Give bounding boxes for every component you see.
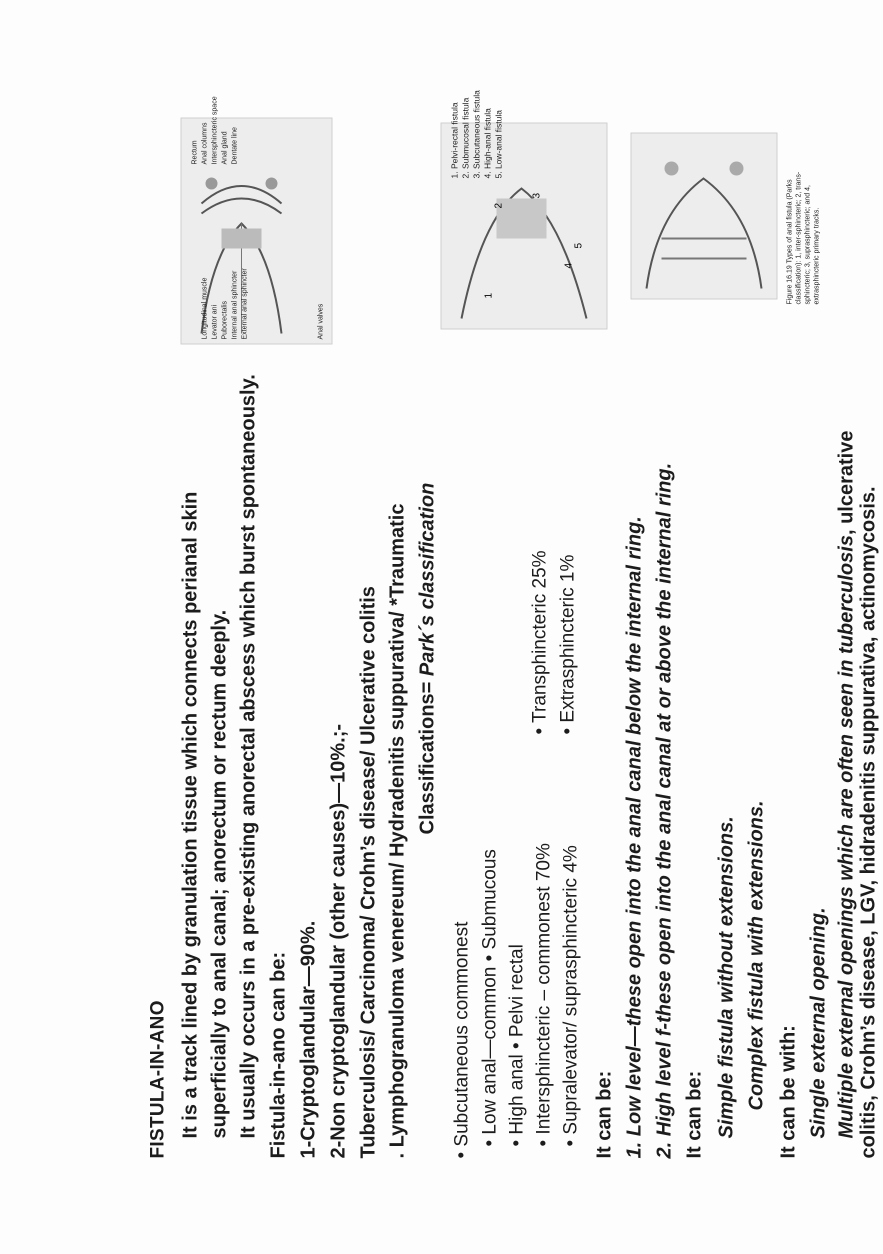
anatomy-label-external-sphincter: External anal sphincter [241, 267, 248, 339]
page-title: FISTULA-IN-ANO [147, 999, 168, 1158]
cause-cryptoglandular: 1-Cryptoglandular—90%. [297, 920, 319, 1158]
causes-list-1: Tuberculosis/ Carcinoma/ Crohn’s disease/ Ulcerative colitis [357, 585, 379, 1158]
levels-heading: It can be: [593, 1070, 615, 1158]
park-list-item-3: 3. Subcutaneous fistula [471, 89, 481, 178]
class-item-transphincteric: • Transphincteric 25% [529, 549, 550, 734]
anatomy-label-puborectalis: Puborectalis [221, 300, 228, 339]
park-list [449, 89, 519, 178]
complexity-heading: It can be: [683, 1070, 705, 1158]
svg-text:5: 5 [573, 242, 584, 248]
classification-name: Park´s classification [416, 482, 438, 676]
openings-single: Single external opening. [807, 906, 829, 1138]
openings-multiple-line-2: colitis, Crohn’s disease, LGV, hidradenitis suppurativa, actinomycosis. [857, 485, 879, 1158]
classification-label: Classifications= [416, 675, 438, 834]
class-item-subcutaneous: • Subcutaneous commonest [451, 921, 472, 1158]
level-high: 2. High level f-these open into the anal canal at or above the internal ring. [653, 462, 675, 1158]
level-low: 1. Low level—these open into the anal canal below the internal ring. [623, 515, 645, 1158]
definition-line-1: It is a track lined by granulation tissue which connects perianal skin [179, 491, 201, 1138]
sphincter-drawing [631, 133, 776, 298]
anatomy-label-intersphincteric: Intersphincteric space [211, 95, 218, 164]
svg-text:1: 1 [483, 292, 494, 298]
sphincter-figure [630, 132, 777, 299]
park-list-item-4: 4. High-anal fistula [482, 107, 492, 178]
figure-caption: Figure 16.19 Types of anal fistula (Parks classification): 1, inter-sphincteric; 2, trans-sphincteric; 3, suprasphincteric; and 4, extrasphincteric primary tracks. [786, 171, 820, 304]
anatomy-label-internal-sphincter: Internal anal sphincter [231, 270, 238, 339]
park-list-item-2: 2. Submucosal fistula [460, 97, 470, 178]
park-fistula-figure [440, 89, 607, 329]
definition-line-3: It usually occurs in a pre-existing anorectal abscess which burst spontaneously. [237, 373, 259, 1138]
svg-text:3: 3 [531, 192, 542, 198]
park-list-item-1: 1. Pelvi-rectal fistula [449, 101, 459, 178]
complexity-complex: Complex fistula with extensions. [745, 799, 767, 1110]
anatomy-label-anal-gland: Anal gland [221, 130, 228, 164]
openings-multiple-italic: Multiple external openings which are often seen in tuberculosis [835, 534, 857, 1138]
openings-multiple-rest: , ulcerative [835, 430, 857, 535]
anatomy-label-anal-valves: Anal valves [317, 303, 324, 339]
park-list-item-5: 5. Low-anal fistula [493, 109, 503, 178]
causes-list-2: . Lymphogranuloma venereum/ Hydradenitis suppurativa/ *Traumatic [386, 503, 408, 1158]
svg-text:4: 4 [563, 262, 574, 268]
svg-text:2: 2 [493, 202, 504, 208]
class-item-high-anal: • High anal • Pelvi rectal [506, 943, 527, 1146]
anatomy-label-longitudinal: Longitudinal muscle [201, 277, 208, 339]
cause-non-cryptoglandular: 2-Non cryptoglandular (other causes)—10%.;- [327, 723, 349, 1158]
class-item-supralevator: • Supralevator/ suprasphincteric 4% [560, 844, 581, 1146]
anatomy-label-rectum: Rectum [191, 139, 198, 164]
definition-line-2: superficially to anal canal; anorectum or rectum deeply. [208, 609, 230, 1138]
anatomy-label-levator: Levator ani [211, 304, 218, 339]
openings-multiple [834, 430, 858, 1138]
anatomy-label-dentate: Dentate line [231, 126, 238, 164]
openings-heading: It can be with: [777, 1024, 799, 1158]
class-item-intersphincteric: • Intersphincteric – commonest 70% [533, 842, 554, 1146]
anatomy-label-anal-columns: Anal columns [201, 121, 208, 164]
class-item-extrasphincteric: • Extrasphincteric 1% [557, 554, 578, 734]
causes-heading: Fistula-in-ano can be: [267, 951, 289, 1158]
complexity-simple: Simple fistula without extensions. [715, 815, 737, 1138]
class-item-low-anal: • Low anal—common • Submucous [479, 848, 500, 1146]
classification-heading [415, 482, 439, 834]
